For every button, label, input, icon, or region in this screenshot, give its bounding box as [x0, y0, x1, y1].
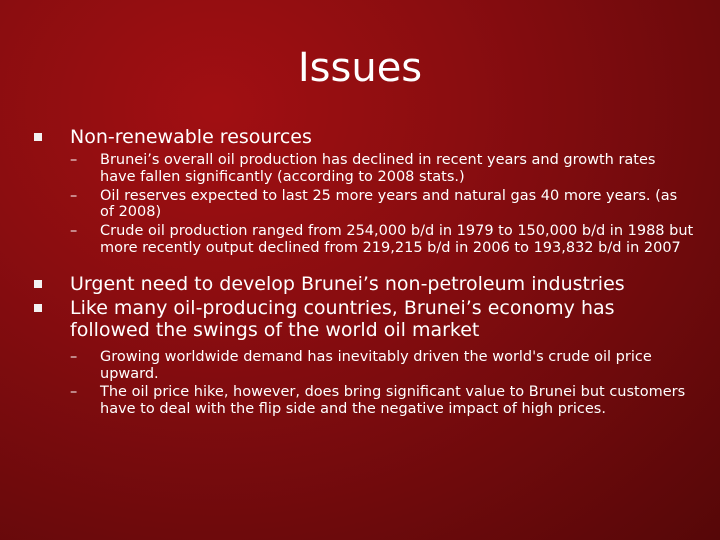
bullet-text: Urgent need to develop Brunei’s non-petroleum industries: [70, 272, 625, 295]
square-bullet-icon: [34, 280, 42, 288]
sub-bullet-item: [34, 188, 694, 222]
square-bullet-icon: [34, 133, 42, 141]
bullet-text: Non-renewable resources: [70, 126, 312, 148]
sub-bullet-list: [34, 349, 694, 418]
bullet-item: [34, 297, 694, 341]
slide-title: Issues: [297, 45, 423, 91]
sub-bullet-text: The oil price hike, however, does bring significant value to Brunei but customers have to deal with the flip side and the negative impact of high prices.: [100, 384, 686, 418]
bullet-item: [34, 273, 694, 295]
sub-bullet-text: Brunei’s overall oil production has declined in recent years and growth rates have fallen significantly (according to 2008 stats.): [100, 152, 656, 185]
bullet-text: Like many oil-producing countries, Brunei’s economy has followed the swings of the world oil market: [70, 296, 615, 341]
dash-marker: –: [70, 223, 78, 240]
sub-bullet-item: [34, 152, 694, 186]
sub-bullet-text: Oil reserves expected to last 25 more years and natural gas 40 more years. (as of 2008): [100, 187, 678, 221]
dash-marker: –: [70, 348, 78, 365]
dash-marker: –: [70, 384, 78, 401]
sub-bullet-item: [34, 349, 694, 383]
square-bullet-icon: [34, 304, 42, 312]
sub-bullet-list: [34, 152, 694, 257]
sub-bullet-item: [34, 384, 694, 418]
sub-bullet-text: Growing worldwide demand has inevitably driven the world's crude oil price upward.: [100, 348, 652, 382]
dash-marker: –: [70, 152, 78, 168]
slide-body: [34, 126, 694, 420]
sub-bullet-item: [34, 223, 694, 257]
sub-bullet-text: Crude oil production ranged from 254,000 b/d in 1979 to 150,000 b/d in 1988 but more recently output declined from 219,215 b/d in 2006 to 193,832 b/d in 2007: [100, 223, 694, 256]
bullet-item: [34, 126, 694, 148]
dash-marker: –: [70, 187, 78, 204]
